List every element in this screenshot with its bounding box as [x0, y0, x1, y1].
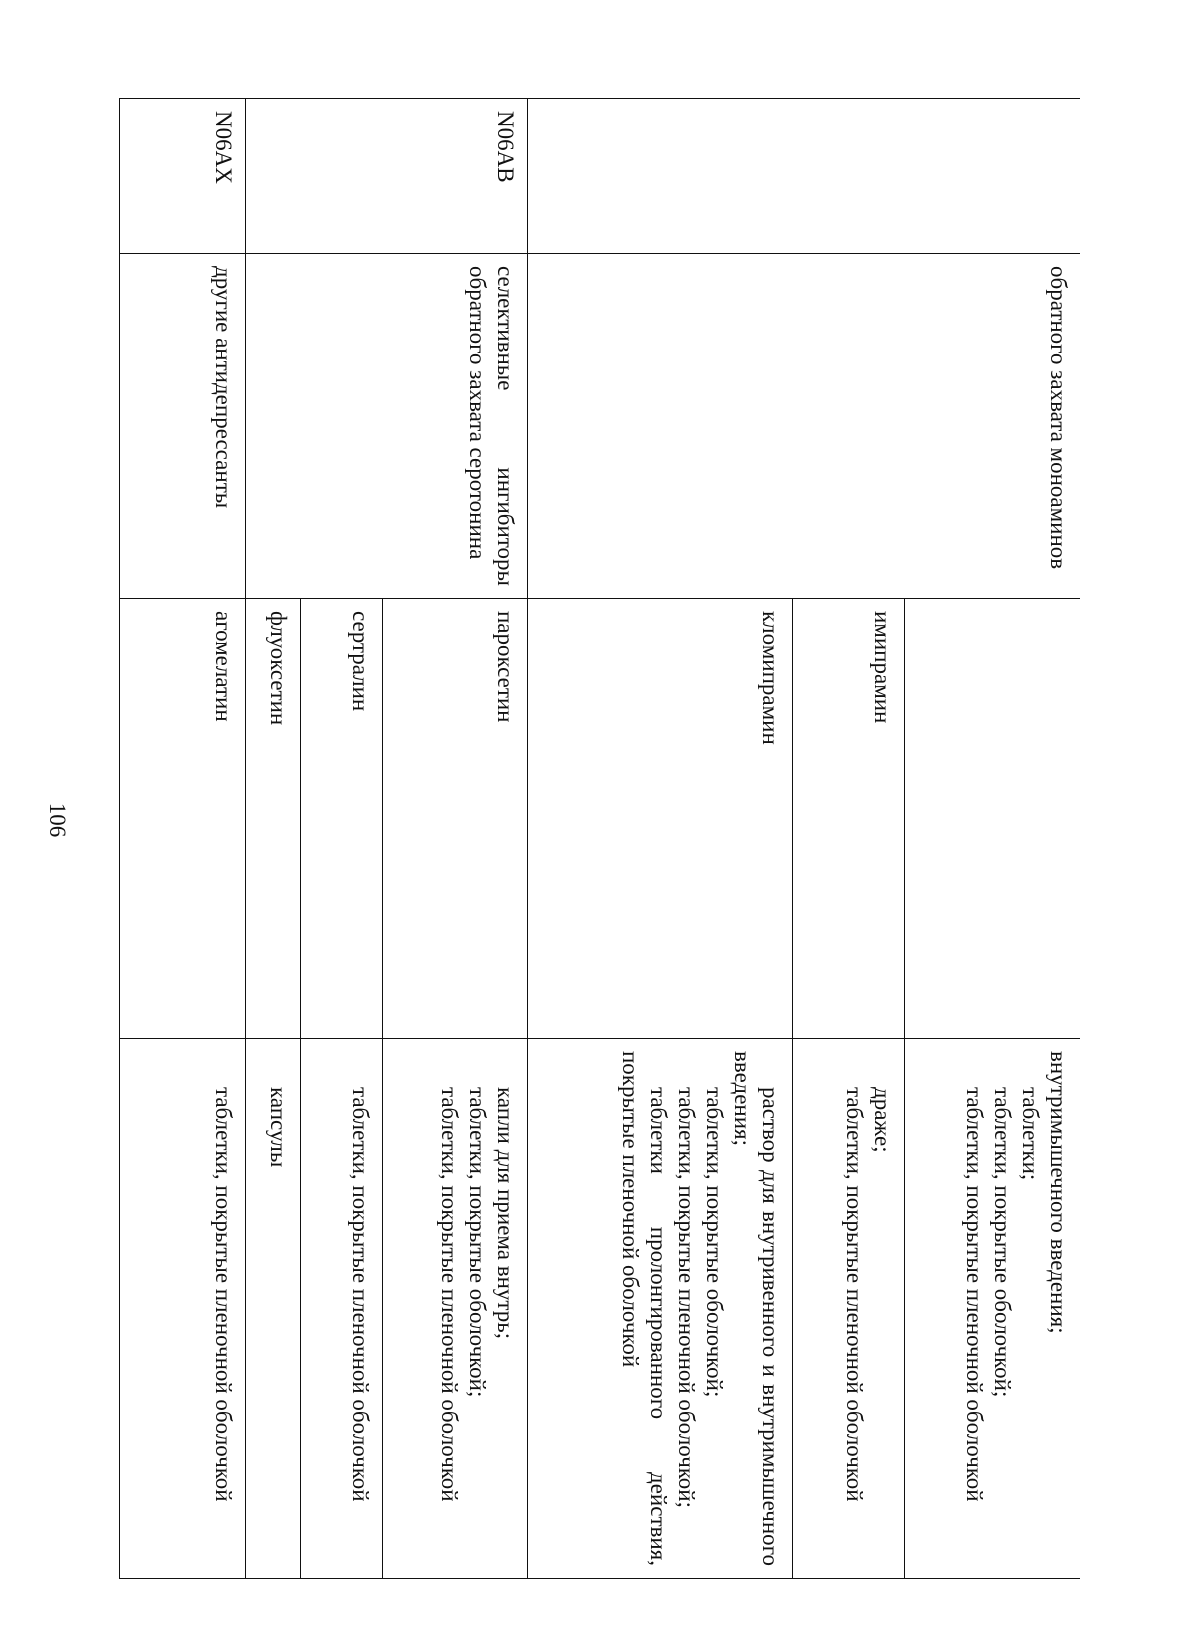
forms-cell	[246, 1039, 301, 1579]
forms-cell	[905, 1039, 1080, 1579]
drug-cell: сертралин	[301, 599, 383, 1039]
group-cell: обратного захвата моноаминов	[528, 254, 1080, 599]
drug-cell: имипрамин	[793, 599, 905, 1039]
table-row	[120, 99, 246, 1579]
forms-cell	[793, 1039, 905, 1579]
form-line: капли для приема внутрь;	[493, 1087, 519, 1340]
form-line: таблетки, покрытые пленочной оболочкой;	[674, 1087, 700, 1508]
drug-cell	[905, 599, 1080, 1039]
form-line: капсулы	[266, 1087, 292, 1168]
form-line: таблетки, покрытые пленочной оболочкой	[842, 1087, 868, 1502]
rotated-table-container	[120, 98, 1080, 1578]
atc-code-cell: N06AB	[246, 99, 528, 254]
forms-cell	[301, 1039, 383, 1579]
form-line: таблетки, покрытые оболочкой;	[702, 1087, 728, 1398]
form-line: таблетки, покрытые пленочной оболочкой	[962, 1087, 987, 1502]
forms-cell	[383, 1039, 528, 1579]
form-line: таблетки, покрытые пленочной оболочкой	[348, 1087, 374, 1502]
form-line: внутримышечного введения;	[1046, 1051, 1071, 1334]
forms-cell	[120, 1039, 246, 1579]
group-cell: другие антидепрессанты	[120, 254, 246, 599]
group-cell: селективные ингибиторы обратного захвата серотонина	[246, 254, 528, 599]
atc-code-cell: N06AX	[120, 99, 246, 254]
form-line: таблетки, покрытые пленочной оболочкой	[437, 1087, 463, 1502]
drug-cell: флуоксетин	[246, 599, 301, 1039]
form-line: таблетки, покрытые оболочкой;	[990, 1087, 1015, 1398]
form-line: таблетки, покрытые пленочной оболочкой	[211, 1087, 237, 1502]
atc-code-cell	[528, 99, 1080, 254]
drug-cell: агомелатин	[120, 599, 246, 1039]
drug-table	[120, 98, 1081, 1579]
form-line: таблетки, покрытые оболочкой;	[465, 1087, 491, 1398]
drug-cell: кломипрамин	[528, 599, 793, 1039]
form-line: драже;	[870, 1087, 896, 1153]
drug-cell: пароксетин	[383, 599, 528, 1039]
forms-cell	[528, 1039, 793, 1579]
table-row	[383, 99, 528, 1579]
page-number: 106	[45, 802, 70, 838]
form-line: раствор для внутривенного и внутримышечного введения;	[730, 1051, 784, 1566]
table-row	[905, 99, 1080, 1579]
form-line: таблетки пролонгированного действия, покрытые пленочной оболочкой	[618, 1051, 672, 1566]
form-line: таблетки;	[1018, 1087, 1043, 1181]
